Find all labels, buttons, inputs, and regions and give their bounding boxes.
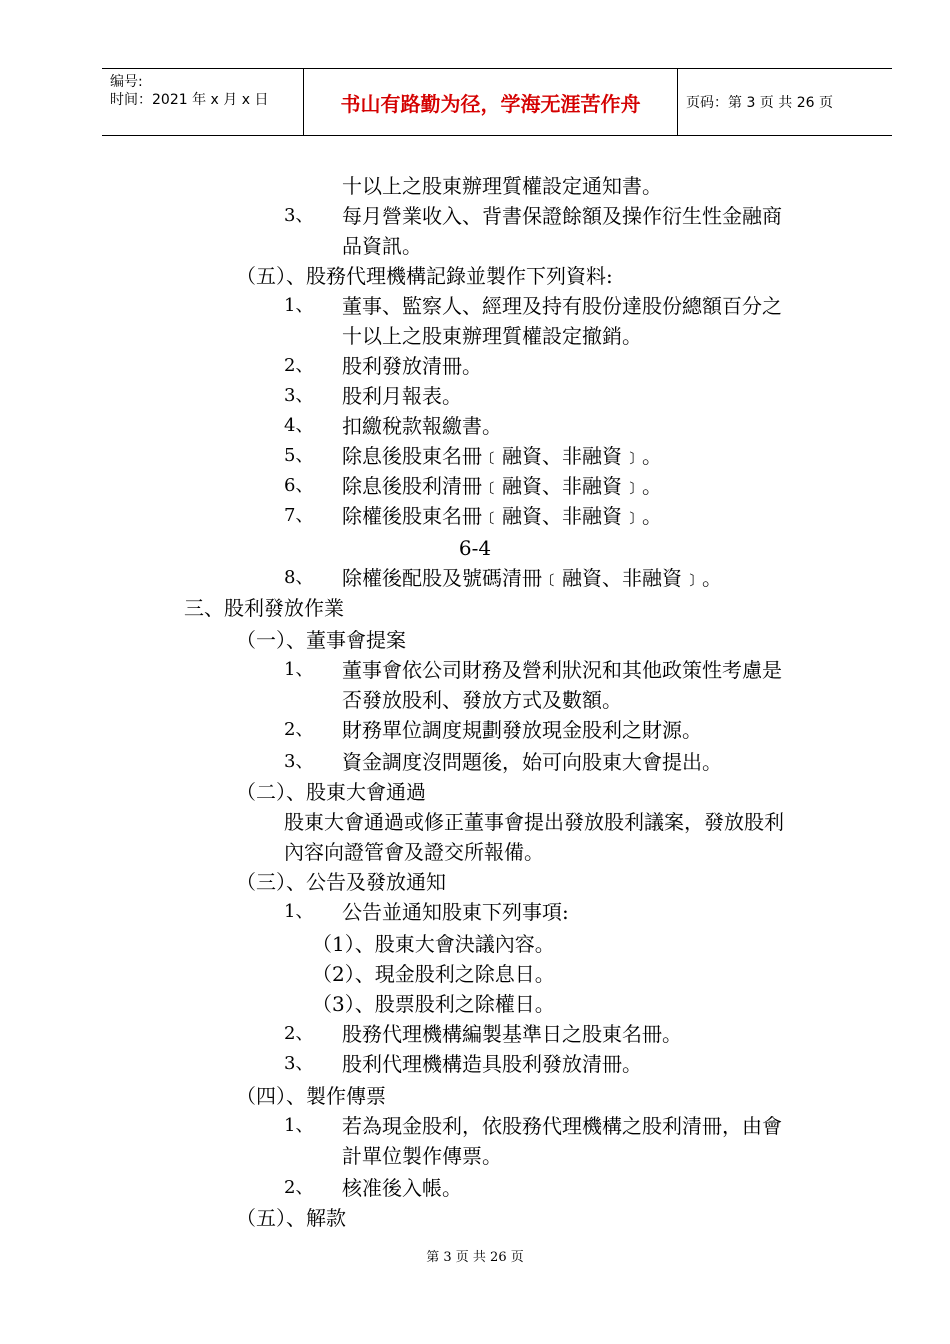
- text-line: 股東大會通過或修正董事會提出發放股利議案，發放股利: [284, 810, 784, 834]
- sub-item: （1）、股東大會決議內容。: [312, 932, 555, 956]
- item-number: 3、: [284, 205, 314, 226]
- page-header: [102, 68, 892, 136]
- text-line: 十以上之股東辦理質權設定通知書。: [342, 174, 662, 198]
- item-number: 3、: [284, 385, 314, 406]
- time-label: 时间：2021 年 x 月 x 日: [110, 92, 269, 108]
- text-line: 內容向證管會及證交所報備。: [284, 840, 544, 864]
- item-number: 2、: [284, 1023, 314, 1044]
- item-number: 8、: [284, 567, 314, 588]
- text-line: 股務代理機構編製基準日之股東名冊。: [342, 1022, 682, 1046]
- section-heading: （四）、製作傳票: [236, 1084, 386, 1108]
- text-line: 每月營業收入、背書保證餘額及操作衍生性金融商: [342, 204, 782, 228]
- item-number: 2、: [284, 719, 314, 740]
- header-meta: [102, 69, 304, 135]
- text-line: 除權後股東名冊﹝融資、非融資﹞。: [342, 504, 662, 528]
- header-motto: 书山有路勤为径，学海无涯苦作舟: [304, 69, 678, 135]
- text-line: 除權後配股及號碼清冊﹝融資、非融資﹞。: [342, 566, 722, 590]
- sub-item: （3）、股票股利之除權日。: [312, 992, 555, 1016]
- text-line: 若為現金股利，依股務代理機構之股利清冊，由會: [342, 1114, 782, 1138]
- sub-item: （2）、現金股利之除息日。: [312, 962, 555, 986]
- text-line: 公告並通知股東下列事項:: [342, 900, 569, 924]
- code-label: 编号:: [110, 74, 143, 90]
- text-line: 股利月報表。: [342, 384, 462, 408]
- header-page-label: 页码：第 3 页 共 26 页: [686, 95, 833, 111]
- item-number: 3、: [284, 751, 314, 772]
- text-line: 扣繳稅款報繳書。: [342, 414, 502, 438]
- text-line: 除息後股利清冊﹝融資、非融資﹞。: [342, 474, 662, 498]
- item-number: 7、: [284, 505, 314, 526]
- item-number: 4、: [284, 415, 314, 436]
- item-number: 2、: [284, 355, 314, 376]
- section-heading: （三）、公告及發放通知: [236, 870, 446, 894]
- text-line: 財務單位調度規劃發放現金股利之財源。: [342, 718, 702, 742]
- text-line: 計單位製作傳票。: [342, 1144, 502, 1168]
- item-number: 5、: [284, 445, 314, 466]
- section-heading: （五）、解款: [236, 1206, 346, 1230]
- item-number: 2、: [284, 1177, 314, 1198]
- text-line: 股利代理機構造具股利發放清冊。: [342, 1052, 642, 1076]
- section-heading: （五）、股務代理機構記錄並製作下列資料:: [236, 264, 613, 288]
- page-marker: 6-4: [458, 536, 492, 560]
- text-line: 股利發放清冊。: [342, 354, 482, 378]
- text-line: 否發放股利、發放方式及數額。: [342, 688, 622, 712]
- text-line: 品資訊。: [342, 234, 422, 258]
- text-line: 核准後入帳。: [342, 1176, 462, 1200]
- text-line: 董事會依公司財務及營利狀況和其他政策性考慮是: [342, 658, 782, 682]
- item-number: 6、: [284, 475, 314, 496]
- item-number: 1、: [284, 659, 314, 680]
- text-line: 除息後股東名冊﹝融資、非融資﹞。: [342, 444, 662, 468]
- item-number: 1、: [284, 901, 314, 922]
- section-heading: （二）、股東大會通過: [236, 780, 426, 804]
- item-number: 1、: [284, 295, 314, 316]
- item-number: 3、: [284, 1053, 314, 1074]
- item-number: 1、: [284, 1115, 314, 1136]
- text-line: 資金調度沒問題後，始可向股東大會提出。: [342, 750, 722, 774]
- text-line: 十以上之股東辦理質權設定撤銷。: [342, 324, 642, 348]
- section-heading: 三、股利發放作業: [184, 596, 344, 620]
- page-footer: 第 3 页 共 26 页: [426, 1250, 524, 1265]
- text-line: 董事、監察人、經理及持有股份達股份總額百分之: [342, 294, 782, 318]
- section-heading: （一）、董事會提案: [236, 628, 406, 652]
